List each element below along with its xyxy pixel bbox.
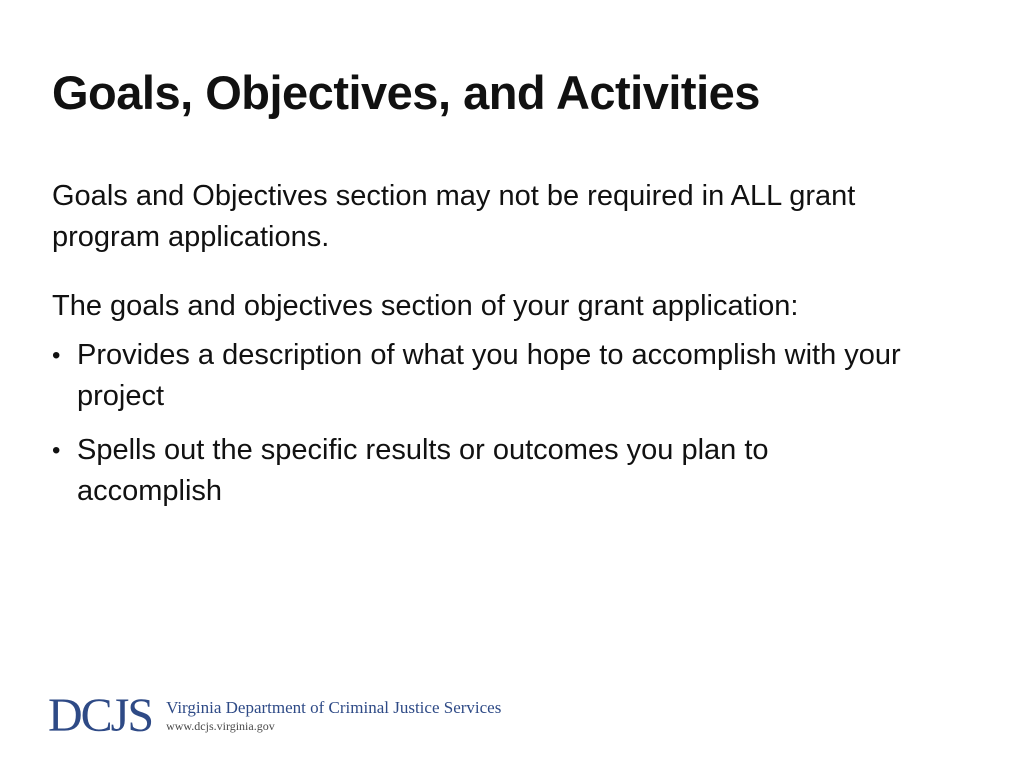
lead-paragraph: The goals and objectives section of your grant application: bbox=[52, 290, 799, 322]
footer-branding bbox=[48, 689, 502, 742]
agency-website: www.dcjs.virginia.gov bbox=[166, 719, 275, 733]
slide-body bbox=[52, 176, 952, 525]
agency-name: Virginia Department of Criminal Justice Services bbox=[166, 698, 502, 717]
agency-info bbox=[166, 698, 501, 734]
slide-title: Goals, Objectives, and Activities bbox=[52, 66, 760, 119]
dcjs-logo: DCJS bbox=[48, 689, 153, 742]
bullet-icon: • bbox=[52, 437, 61, 464]
list-item bbox=[52, 335, 907, 417]
bullet-text: Spells out the specific results or outcomes you plan to accomplish bbox=[77, 434, 769, 507]
list-item bbox=[52, 430, 907, 512]
intro-paragraph: Goals and Objectives section may not be required in ALL grant program applications. bbox=[52, 180, 856, 253]
bullet-list bbox=[52, 335, 952, 512]
bullet-icon: • bbox=[52, 342, 61, 369]
bullet-text: Provides a description of what you hope to accomplish with your project bbox=[77, 339, 901, 412]
